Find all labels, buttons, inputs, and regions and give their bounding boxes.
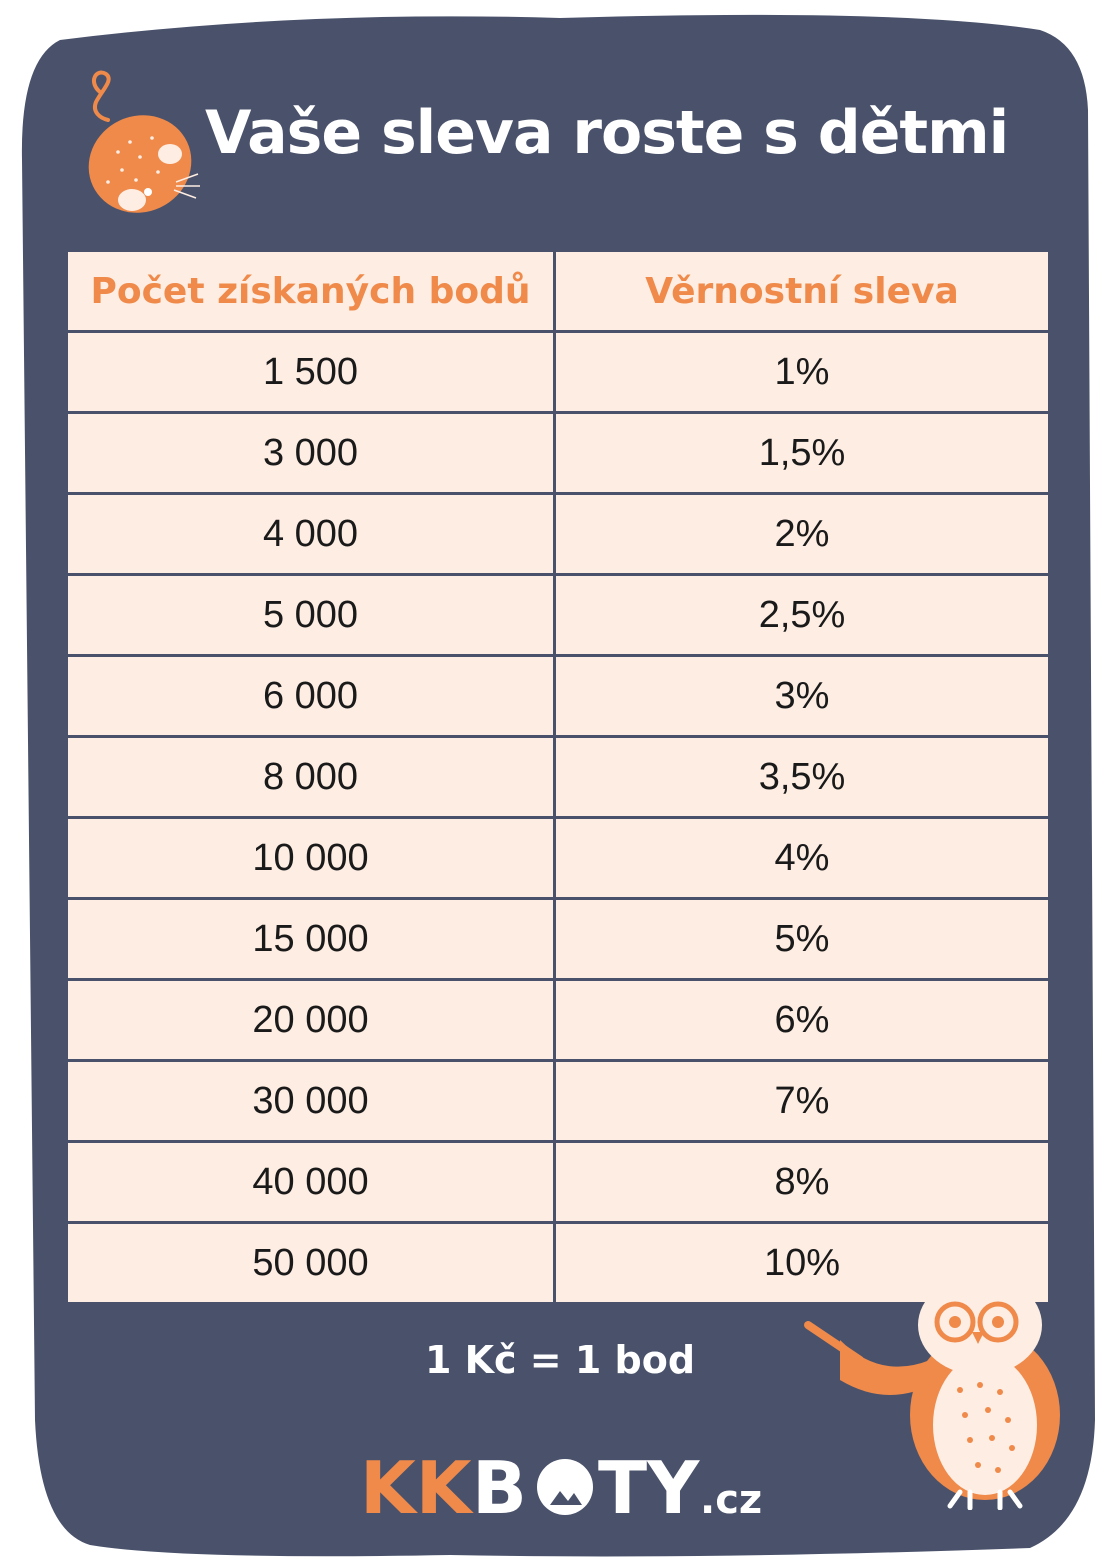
points-cell: 8 000 <box>68 738 553 816</box>
mouse-illustration <box>78 62 208 232</box>
points-cell: 3 000 <box>68 414 553 492</box>
table-row <box>68 819 1048 897</box>
discount-cell: 4% <box>556 819 1048 897</box>
points-cell: 40 000 <box>68 1143 553 1221</box>
table-row <box>68 738 1048 816</box>
discount-cell: 2,5% <box>556 576 1048 654</box>
discount-table <box>68 252 1048 1305</box>
points-cell: 6 000 <box>68 657 553 735</box>
discount-cell: 3,5% <box>556 738 1048 816</box>
svg-text:KK: KK <box>360 1446 472 1530</box>
discount-cell: 3% <box>556 657 1048 735</box>
discount-cell: 7% <box>556 1062 1048 1140</box>
svg-text:B: B <box>472 1446 527 1530</box>
discount-cell: 1,5% <box>556 414 1048 492</box>
points-cell: 15 000 <box>68 900 553 978</box>
points-cell: 10 000 <box>68 819 553 897</box>
table-row <box>68 900 1048 978</box>
rate-note: 1 Kč = 1 bod <box>424 1338 696 1382</box>
svg-text:.cz: .cz <box>700 1477 763 1523</box>
table-row <box>68 1143 1048 1221</box>
table-row <box>68 657 1048 735</box>
table-row <box>68 576 1048 654</box>
table-row <box>68 1062 1048 1140</box>
points-cell: 30 000 <box>68 1062 553 1140</box>
table-row <box>68 981 1048 1059</box>
discount-cell: 5% <box>556 900 1048 978</box>
discount-cell: 8% <box>556 1143 1048 1221</box>
points-cell: 50 000 <box>68 1224 553 1302</box>
discount-cell: 1% <box>556 333 1048 411</box>
points-cell: 1 500 <box>68 333 553 411</box>
discount-cell: 2% <box>556 495 1048 573</box>
table-row <box>68 333 1048 411</box>
header-points: Počet získaných bodů <box>68 252 553 330</box>
table-header-row <box>68 252 1048 330</box>
owl-illustration <box>800 1270 1100 1510</box>
discount-cell: 10% <box>556 1224 1048 1302</box>
table-row <box>68 414 1048 492</box>
points-cell: 20 000 <box>68 981 553 1059</box>
points-cell: 4 000 <box>68 495 553 573</box>
header-discount: Věrnostní sleva <box>556 252 1048 330</box>
svg-text:TY: TY <box>598 1446 700 1530</box>
discount-cell: 6% <box>556 981 1048 1059</box>
kkboty-logo <box>360 1435 780 1535</box>
page-title: Vaše sleva roste s dětmi <box>205 98 1009 168</box>
table-row <box>68 495 1048 573</box>
points-cell: 5 000 <box>68 576 553 654</box>
